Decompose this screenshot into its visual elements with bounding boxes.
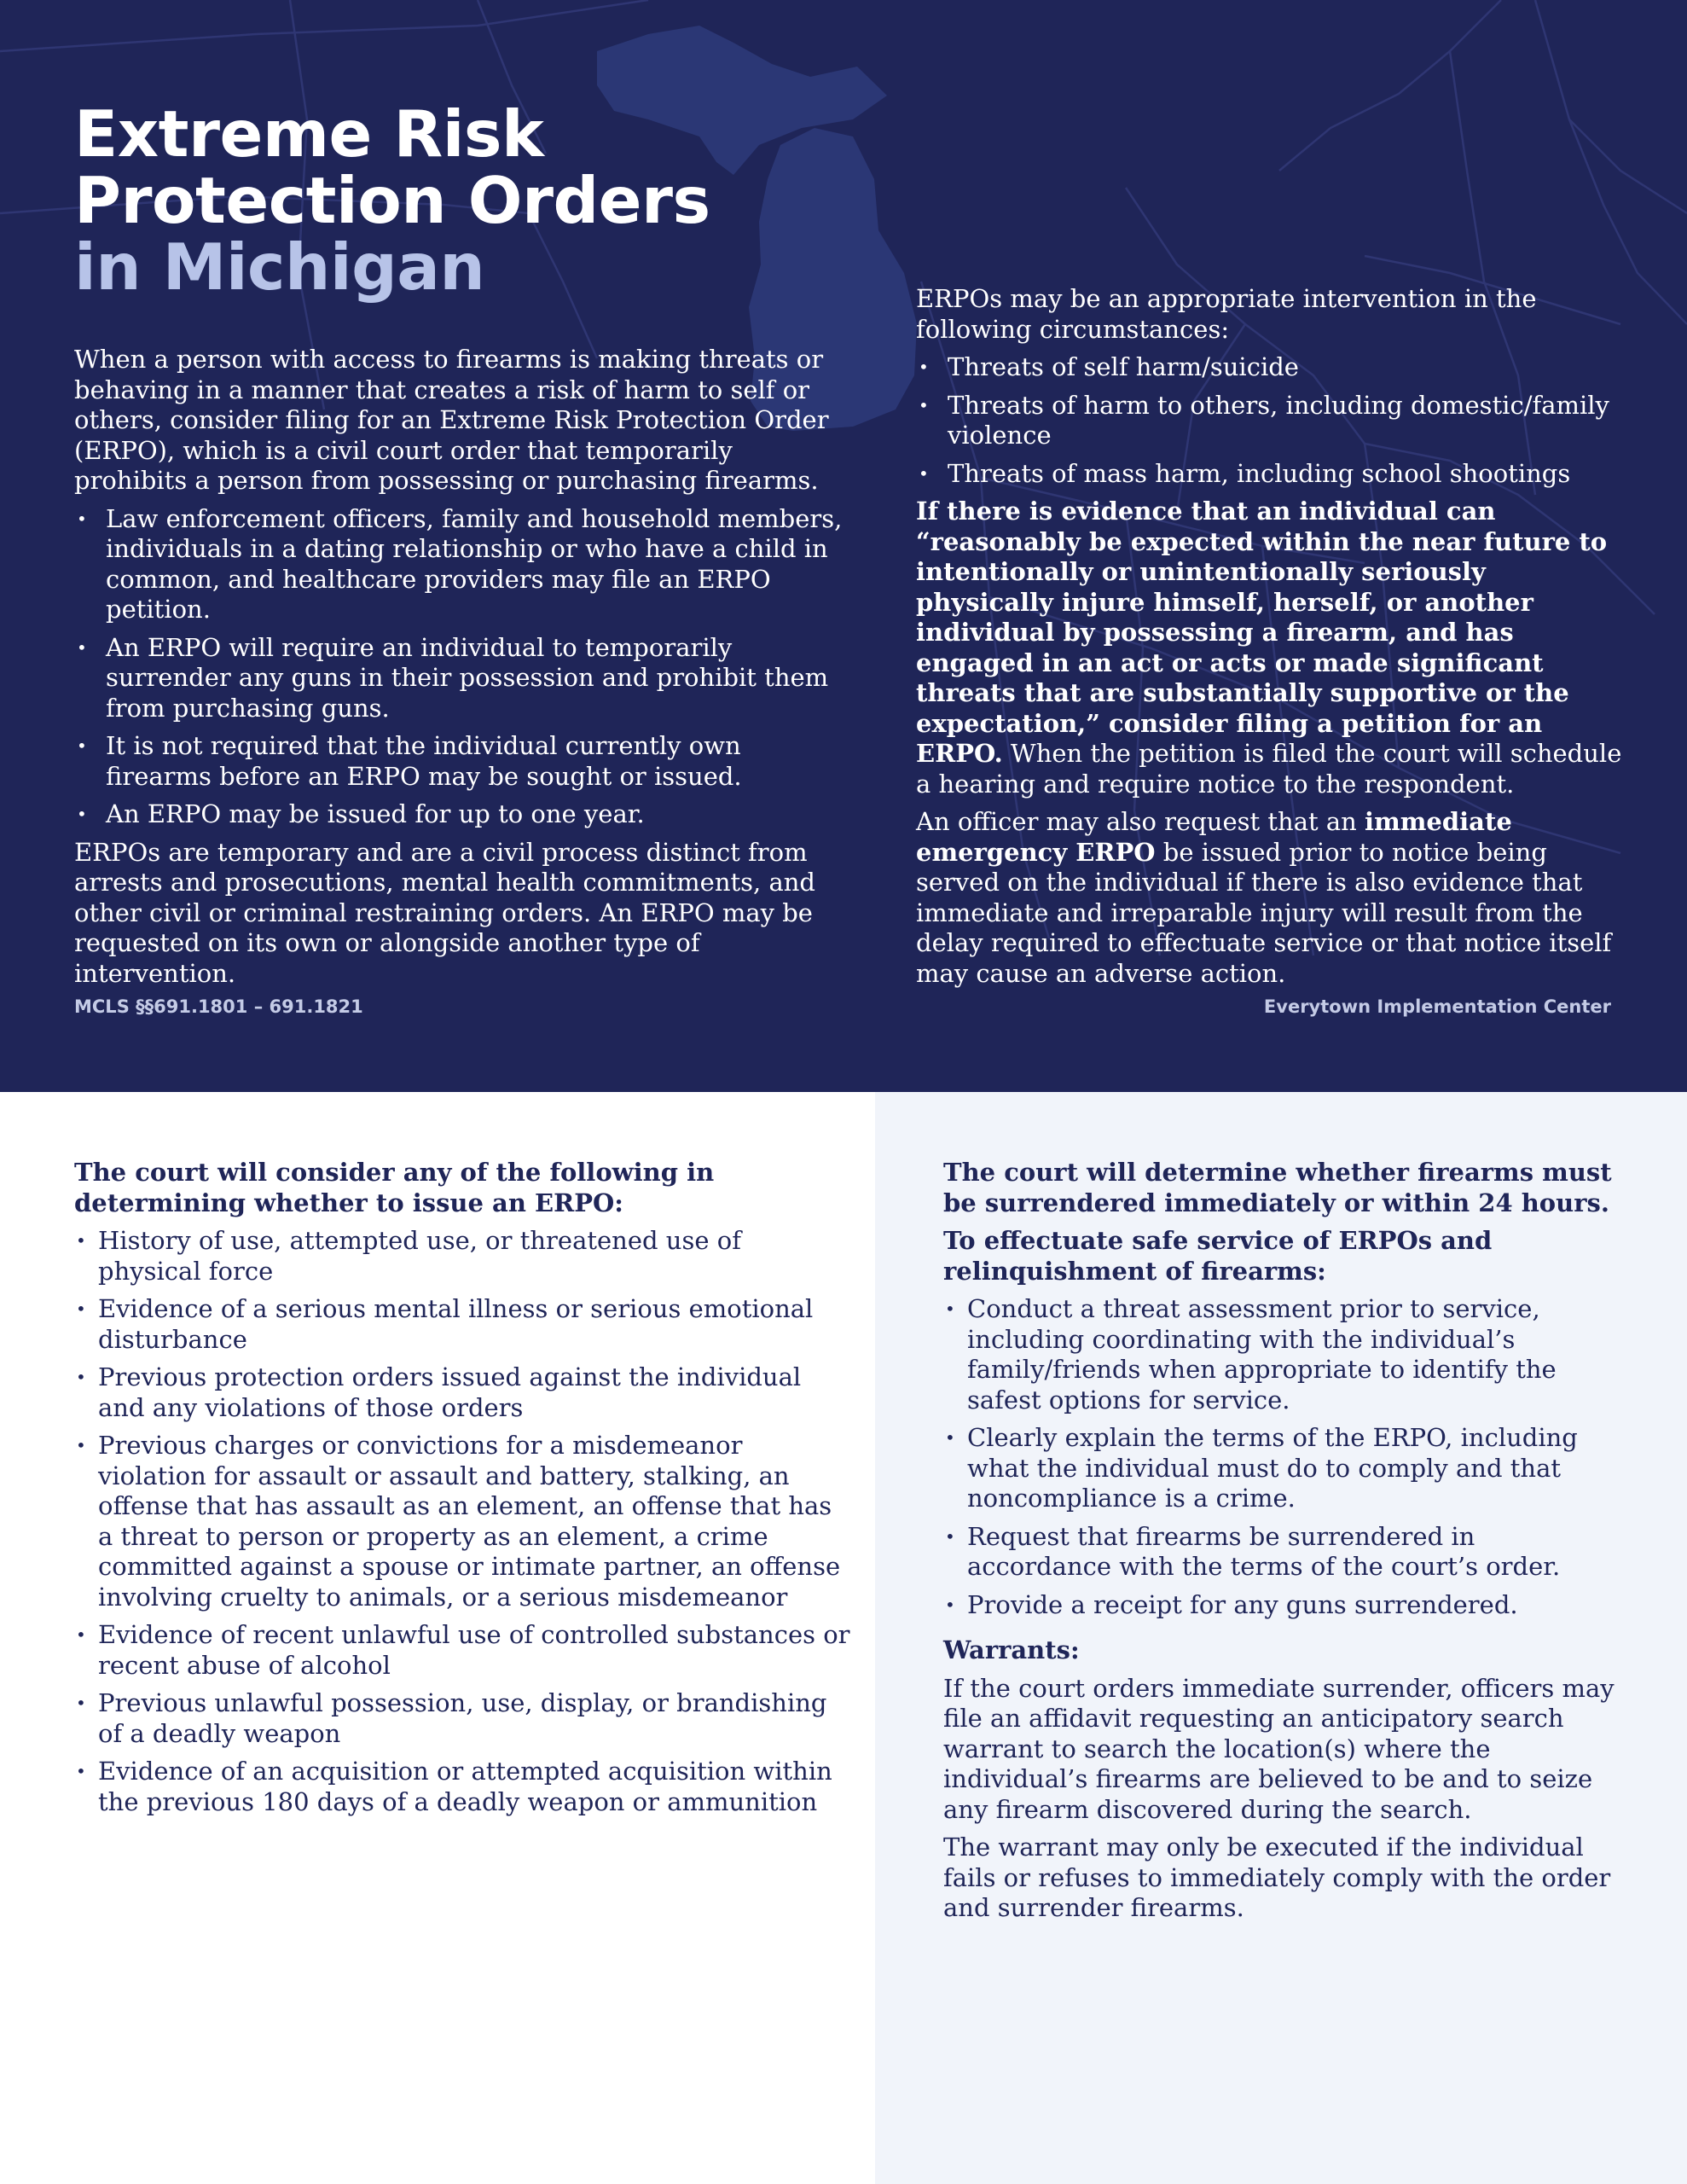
list-item: • Evidence of a serious mental illness or serious emotional disturbance — [74, 1294, 850, 1355]
list-item: • Threats of mass harm, including school shootings — [916, 459, 1626, 490]
list-item: • Law enforcement officers, family and household members, individuals in a dating relationship or who have a child in common, and healthcare providers may file an ERPO petition. — [74, 504, 850, 625]
emergency-pre-text: An officer may also request that an — [916, 807, 1365, 836]
safe-service-list — [943, 1294, 1626, 1620]
list-item: • Request that firearms be surrendered in accordance with the terms of the court’s order. — [943, 1522, 1626, 1583]
surrender-timing-heading: The court will determine whether firearms must be surrendered immediately or within 24 hours. — [943, 1158, 1612, 1217]
intro-closing-paragraph: ERPOs are temporary and are a civil process distinct from arrests and prosecutions, mental health commitments, and other civil or criminal restraining orders. An ERPO may be requested on its own or alongside another type of intervention. — [74, 837, 815, 988]
list-item: • Previous unlawful possession, use, display, or brandishing of a deadly weapon — [74, 1688, 850, 1749]
intro-paragraph: When a person with access to firearms is making threats or behaving in a manner that creates a risk of harm to self or others, consider filing for an Extreme Risk Protection Order (ERPO), which is a civil court order that temporarily prohibits a person from possessing or purchasing firearms. — [74, 345, 829, 495]
list-item: • History of use, attempted use, or threatened use of physical force — [74, 1226, 850, 1287]
evidence-rest-text: When the petition is filed the court will schedule a hearing and require notice to the respondent. — [916, 739, 1622, 799]
title-line-1: Extreme Risk — [74, 96, 544, 171]
evidence-bold-text: If there is evidence that an individual can “reasonably be expected within the near future to intentionally or unintentionally seriously physically injure himself, herself, or another individual by possessing a firearm, and has engaged in an act or acts or made significant threats that are substantially supportive or the expectation,” consider filing a petition for an ERPO. — [916, 497, 1608, 768]
warrants-heading: Warrants: — [943, 1635, 1080, 1664]
list-item: • Evidence of recent unlawful use of controlled substances or recent abuse of alcohol — [74, 1620, 850, 1681]
list-item: • An ERPO may be issued for up to one year. — [74, 799, 850, 830]
list-item: • Threats of self harm/suicide — [916, 352, 1626, 383]
court-factors-list — [74, 1226, 850, 1817]
circumstances-bullet-list — [916, 352, 1626, 489]
safe-service-heading: To effectuate safe service of ERPOs and relinquishment of firearms: — [943, 1226, 1493, 1286]
emergency-post-text: be issued prior to notice being served on the individual if there is also evidence that immediate and irreparable injury will result from the delay required to effectuate service or that notice itself may cause an adverse action. — [916, 837, 1612, 988]
list-item: • Provide a receipt for any guns surrendered. — [943, 1590, 1626, 1621]
title-line-2: Protection Orders — [74, 163, 710, 238]
circumstances-column — [916, 284, 1626, 996]
statute-citation: MCLS §§691.1801 – 691.1821 — [74, 996, 363, 1017]
list-item: • Evidence of an acquisition or attempted acquisition within the previous 180 days of a deadly weapon or ammunition — [74, 1757, 850, 1817]
list-item: • An ERPO will require an individual to temporarily surrender any guns in their possession and prohibit them from purchasing guns. — [74, 633, 850, 724]
list-item: • Threats of harm to others, including domestic/family violence — [916, 391, 1626, 451]
court-factors-heading: The court will consider any of the following in determining whether to issue an ERPO: — [74, 1158, 715, 1217]
intro-bullet-list — [74, 504, 850, 830]
title-line-3: in Michigan — [74, 229, 485, 305]
intro-column — [74, 345, 850, 996]
list-item: • It is not required that the individual currently own firearms before an ERPO may be sought or issued. — [74, 731, 850, 792]
warrants-paragraph-2: The warrant may only be executed if the individual fails or refuses to immediately comply with the order and surrender firearms. — [943, 1833, 1611, 1922]
list-item: • Conduct a threat assessment prior to service, including coordinating with the individual’s family/friends when appropriate to identify the safest options for service. — [943, 1294, 1626, 1415]
list-item: • Clearly explain the terms of the ERPO, including what the individual must do to comply and that noncompliance is a crime. — [943, 1423, 1626, 1514]
emergency-paragraph — [916, 807, 1626, 989]
warrants-paragraph-1: If the court orders immediate surrender, officers may file an affidavit requesting an anticipatory search warrant to search the location(s) where the individual’s firearms are believed to be and to seize any firearm discovered during the search. — [943, 1673, 1615, 1824]
page-title — [74, 96, 710, 305]
organization-credit: Everytown Implementation Center — [1263, 996, 1611, 1017]
court-factors-section — [74, 1158, 850, 1825]
circumstances-lead: ERPOs may be an appropriate intervention in the following circumstances: — [916, 284, 1537, 344]
emergency-bold-text: immediate emergency ERPO — [916, 807, 1512, 867]
evidence-paragraph — [916, 497, 1626, 799]
service-section — [943, 1158, 1626, 1931]
list-item: • Previous charges or convictions for a misdemeanor violation for assault or assault and battery, stalking, an offense that has assault as an element, an offense that has a threat to person or property as an element, a crime committed against a spouse or intimate partner, an offense involving cruelty to animals, or a serious misdemeanor — [74, 1431, 850, 1612]
list-item: • Previous protection orders issued against the individual and any violations of those orders — [74, 1362, 850, 1423]
